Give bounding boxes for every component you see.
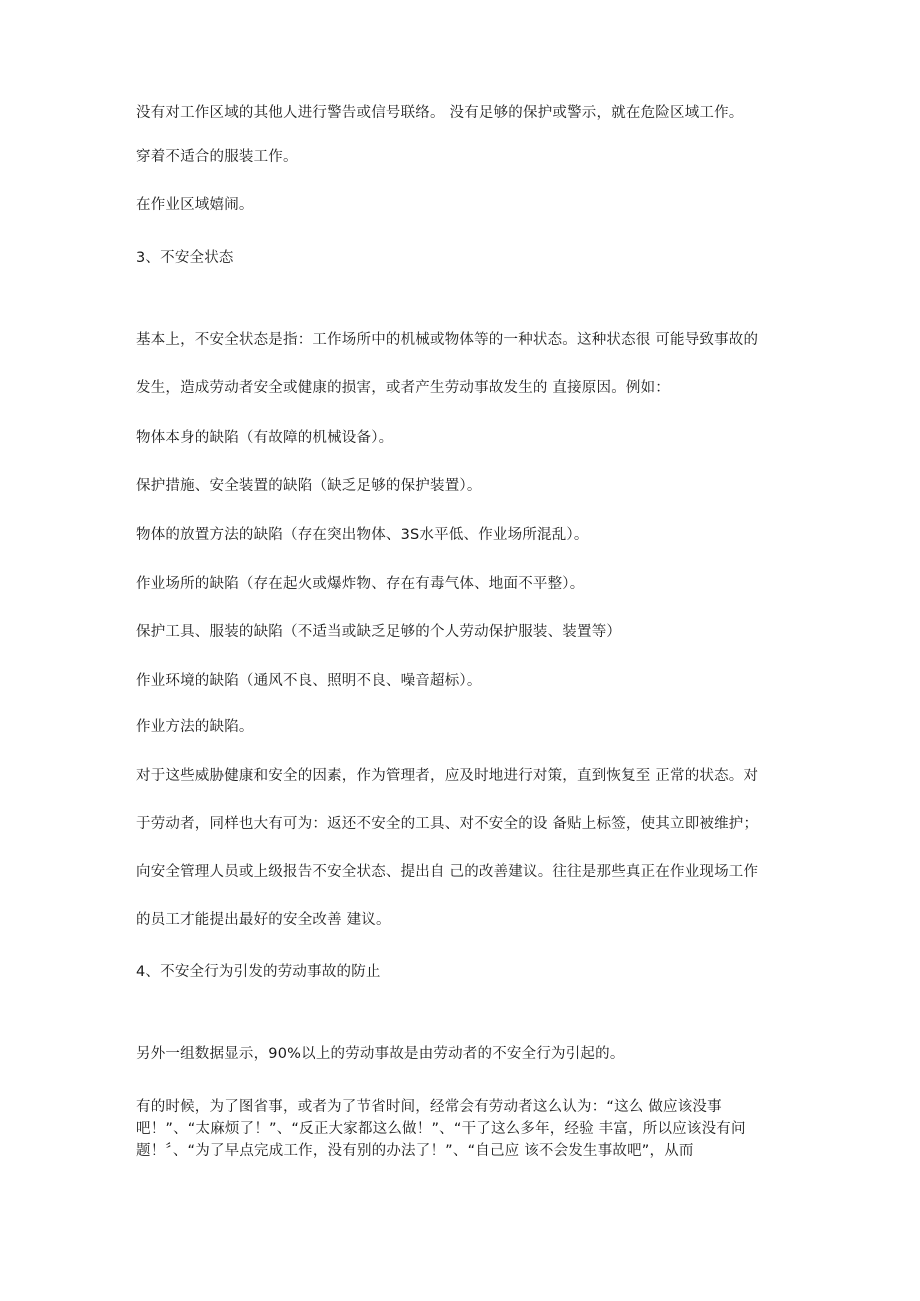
paragraph-line: 在作业区域嬉闹。 xyxy=(136,197,254,213)
paragraph: 有的时候，为了图省事，或者为了节省时间，经常会有劳动者这么认为：“这么 做应该没事吧！”、“太麻烦了！”、“反正大家都这么做！”、“干了这么多年，经验 丰富，所以应该没有问题！〞、“为了早点完成工作，没有别的办法了！”、“自己应 该不会发生事故吧”，从而 xyxy=(136,1099,746,1159)
list-item: 作业场所的缺陷（存在起火或爆炸物、存在有毒气体、地面不平整）。 xyxy=(136,576,585,592)
paragraph-line: 没有对工作区域的其他人进行警告或信号联络。 没有足够的保护或警示，就在危险区域工作。 xyxy=(136,105,744,121)
list-item: 作业环境的缺陷（通风不良、照明不良、噪音超标）。 xyxy=(136,673,482,689)
paragraph-line: 穿着不适合的服装工作。 xyxy=(136,149,298,165)
list-item: 作业方法的缺陷。 xyxy=(136,719,254,735)
list-item: 物体的放置方法的缺陷（存在突出物体、3S水平低、作业场所混乱）。 xyxy=(136,527,589,543)
paragraph-line: 发生，造成劳动者安全或健康的损害，或者产生劳动事故发生的 直接原因。例如： xyxy=(136,380,671,396)
paragraph-line: 另外一组数据显示，90%以上的劳动事故是由劳动者的不安全行为引起的。 xyxy=(136,1046,625,1062)
paragraph-line: 基本上，不安全状态是指：工作场所中的机械或物体等的一种状态。这种状态很 可能导致事故的 xyxy=(136,332,759,348)
paragraph-line: 向安全管理人员或上级报告不安全状态、提出自 己的改善建议。往往是那些真正在作业现场工作 xyxy=(136,864,759,880)
list-item: 物体本身的缺陷（有故障的机械设备）。 xyxy=(136,430,394,446)
list-item: 保护措施、安全装置的缺陷（缺乏足够的保护装置）。 xyxy=(136,478,482,494)
section-heading: 3、不安全状态 xyxy=(136,250,234,266)
paragraph-line: 的员工才能提出最好的安全改善 建议。 xyxy=(136,912,391,928)
list-item: 保护工具、服装的缺陷（不适当或缺乏足够的个人劳动保护服装、装置等） xyxy=(136,624,622,640)
paragraph-line: 对于这些威胁健康和安全的因素，作为管理者，应及时地进行对策，直到恢复至 正常的状态。对 xyxy=(136,768,759,784)
paragraph-line: 于劳动者，同样也大有可为：返还不安全的工具、对不安全的设 备贴上标签，使其立即被维护； xyxy=(136,816,759,832)
section-heading: 4、不安全行为引发的劳动事故的防止 xyxy=(136,964,381,980)
